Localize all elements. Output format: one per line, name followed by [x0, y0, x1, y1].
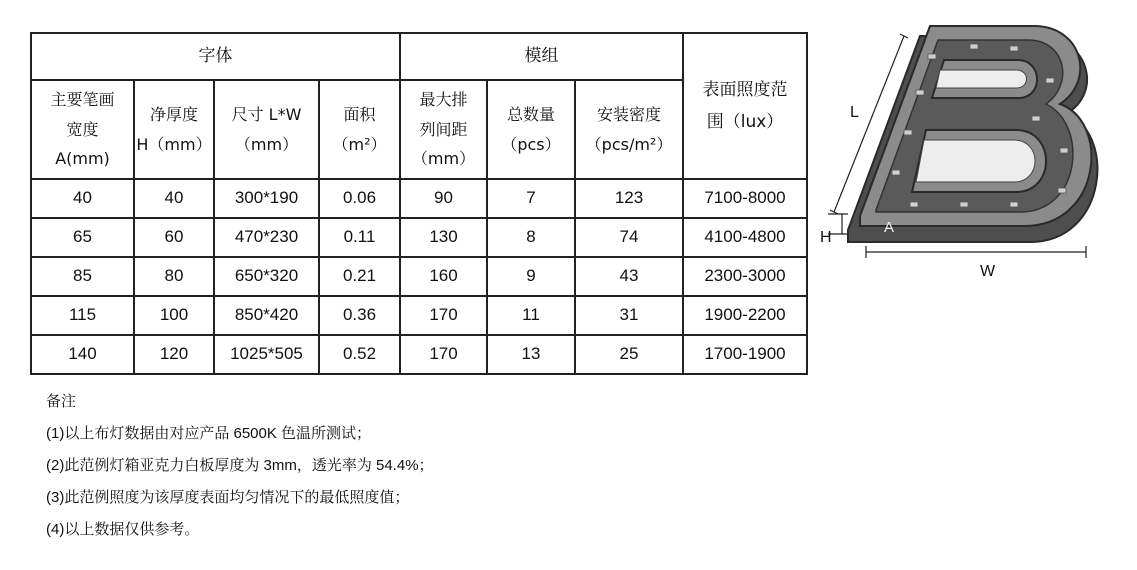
size-header: 尺寸 L*W （mm） — [214, 80, 319, 179]
table-cell: 0.11 — [319, 218, 400, 257]
table-cell: 140 — [31, 335, 134, 374]
table-cell: 0.36 — [319, 296, 400, 335]
b-shape-icon — [848, 26, 1097, 242]
table-cell: 7 — [487, 179, 575, 218]
thickness-header: 净厚度 H（mm） — [134, 80, 214, 179]
table-row — [31, 218, 807, 257]
table-cell: 8 — [487, 218, 575, 257]
table-cell: 4100-4800 — [683, 218, 807, 257]
spacing-header: 最大排 列间距 （mm） — [400, 80, 487, 179]
table-cell: 850*420 — [214, 296, 319, 335]
table-cell: 160 — [400, 257, 487, 296]
label-l: L — [850, 104, 859, 121]
table-cell: 13 — [487, 335, 575, 374]
notes-title: 备注 — [46, 393, 77, 410]
spec-table — [30, 32, 808, 375]
table-cell: 1025*505 — [214, 335, 319, 374]
table-cell: 650*320 — [214, 257, 319, 296]
table-cell: 60 — [134, 218, 214, 257]
label-h: H — [820, 229, 832, 246]
table-cell: 40 — [134, 179, 214, 218]
stroke-width-header: 主要笔画 宽度 A(mm) — [31, 80, 134, 179]
note-item: (4)以上数据仅供参考。 — [46, 521, 200, 538]
table-cell: 123 — [575, 179, 683, 218]
table-cell: 0.06 — [319, 179, 400, 218]
font-group-header: 字体 — [31, 33, 400, 80]
table-cell: 170 — [400, 335, 487, 374]
table-cell: 43 — [575, 257, 683, 296]
table-cell: 120 — [134, 335, 214, 374]
note-item: (3)此范例照度为该厚度表面均匀情况下的最低照度值； — [46, 489, 410, 506]
label-w: W — [980, 263, 996, 280]
table-cell: 100 — [134, 296, 214, 335]
area-header: 面积 （m²） — [319, 80, 400, 179]
table-cell: 9 — [487, 257, 575, 296]
table-cell: 40 — [31, 179, 134, 218]
table-cell: 90 — [400, 179, 487, 218]
table-cell: 0.21 — [319, 257, 400, 296]
table-row — [31, 179, 807, 218]
table-cell: 0.52 — [319, 335, 400, 374]
illuminance-header: 表面照度范 围（lux） — [683, 33, 807, 179]
table-cell: 130 — [400, 218, 487, 257]
label-a: A — [884, 219, 895, 236]
table-cell: 115 — [31, 296, 134, 335]
table-cell: 300*190 — [214, 179, 319, 218]
notes-section — [46, 386, 434, 546]
table-cell: 25 — [575, 335, 683, 374]
letter-b-diagram — [820, 20, 1120, 290]
table-cell: 11 — [487, 296, 575, 335]
table-cell: 74 — [575, 218, 683, 257]
table-cell: 65 — [31, 218, 134, 257]
table-cell: 1700-1900 — [683, 335, 807, 374]
table-cell: 85 — [31, 257, 134, 296]
note-item: (2)此范例灯箱亚克力白板厚度为 3mm，透光率为 54.4%； — [46, 457, 434, 474]
table-cell: 80 — [134, 257, 214, 296]
table-cell: 1900-2200 — [683, 296, 807, 335]
table-row — [31, 335, 807, 374]
table-cell: 7100-8000 — [683, 179, 807, 218]
table-cell: 31 — [575, 296, 683, 335]
table-row — [31, 257, 807, 296]
table-cell: 2300-3000 — [683, 257, 807, 296]
table-row — [31, 296, 807, 335]
quantity-header: 总数量 （pcs） — [487, 80, 575, 179]
note-item: (1)以上布灯数据由对应产品 6500K 色温所测试； — [46, 425, 372, 442]
table-cell: 470*230 — [214, 218, 319, 257]
density-header: 安装密度 （pcs/m²） — [575, 80, 683, 179]
table-cell: 170 — [400, 296, 487, 335]
module-group-header: 模组 — [400, 33, 683, 80]
